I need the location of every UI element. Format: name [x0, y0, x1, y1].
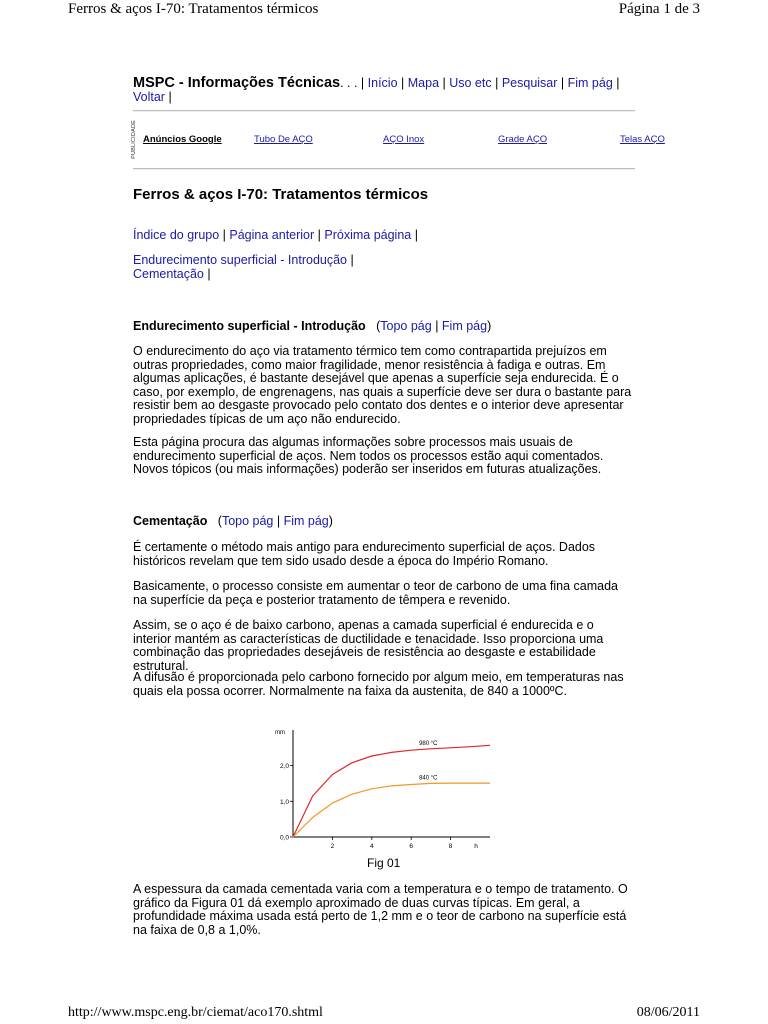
y-axis-label: mm [275, 730, 285, 736]
toc-endurecimento-link[interactable]: Endurecimento superficial - Introdução [133, 253, 348, 267]
nav-inicio-link[interactable]: Início [367, 76, 398, 90]
y-tick-label: 2,0 [279, 763, 289, 771]
x-tick-label: 2 [330, 843, 335, 850]
series-line-840 [293, 783, 490, 837]
section2-paragraph-3: Assim, se o aço é de baixo carbono, apenas a camada superficial é endurecida e o interior mantém as características de ductilidade e tenacidade. Isso proporciona uma combinação das propriedades desejáveis de resistência ao desgaste e estabilidade estrutural. [133, 618, 604, 673]
carburizing-depth-chart [268, 720, 500, 855]
section1-fim-link[interactable]: Fim pág [441, 319, 488, 333]
google-ads-label[interactable]: Anúncios Google [143, 134, 222, 145]
x-tick-label: 4 [369, 843, 374, 850]
page-title: Ferros & aços I-70: Tratamentos térmicos [133, 186, 429, 203]
divider-ads [133, 168, 635, 169]
publicidade-label: PUBLICIDADE [131, 120, 137, 159]
section2-paragraph-4: A difusão é proporcionada pelo carbono fornecido por algum meio, em temperaturas nas quais ela possa ocorrer. Normalmente na faixa da austenita, de 840 a 1000ºC. [133, 670, 624, 698]
section2-paragraph-1: É certamente o método mais antigo para endurecimento superficial de aços. Dados históricos revelam que tem sido usado desde a época do Império Romano. [133, 540, 596, 568]
nav-voltar-link[interactable]: Voltar [133, 90, 165, 104]
nav-pesquisar-link[interactable]: Pesquisar [501, 76, 558, 90]
toc: Endurecimento superficial - Introdução | Cementação | [133, 253, 354, 281]
section1-paragraph-2: Esta página procura das algumas informações sobre processos mais usuais de endurecimento superficial de aços. Nem todos os processos estão aqui comentados. Novos tópicos (ou mais informações) poderão ser inseridos em futuras atualizações. [133, 435, 604, 476]
indice-grupo-link[interactable]: Índice do grupo [133, 228, 220, 242]
x-tick-label: 8 [448, 843, 453, 850]
ad-link-telas[interactable]: Telas AÇO [620, 134, 665, 145]
section2-topo-link[interactable]: Topo pág [221, 514, 274, 528]
x-axis-label: h [474, 843, 478, 850]
ad-link-inox[interactable]: AÇO Inox [383, 134, 425, 145]
ads-bar [131, 118, 671, 162]
figure-caption: Fig 01 [367, 856, 401, 870]
y-tick-label: 0,0 [279, 834, 289, 842]
site-header: MSPC - Informações Técnicas. . . | Início | Mapa | Uso etc | Pesquisar | Fim pág | Voltar | [133, 75, 620, 104]
series-label: 840 °C [419, 775, 438, 782]
toc-cementacao-link[interactable]: Cementação [133, 266, 204, 281]
ad-link-tubo[interactable]: Tubo De AÇO [254, 134, 313, 145]
section2-paragraph-2: Basicamente, o processo consiste em aumentar o teor de carbono de uma fina camada na superfície da peça e posterior tratamento de têmpera e revenido. [133, 579, 618, 607]
print-footer-url: http://www.mspc.eng.br/ciemat/aco170.shtml [68, 1005, 323, 1020]
section1-paragraph-1: O endurecimento do aço via tratamento térmico tem como contrapartida prejuízos em outras propriedades, como maior fragilidade, menor resistência à fadiga e outras. Em algumas aplicações, é bastante desejável que apenas a superfície seja endurecida. É o caso, por exemplo, de engrenagens, nas quais a superfície deve ser dura o bastante para resistir bem ao desgaste provocado pelo contato dos dentes e o interior deve apresentar propriedades típicas de um aço não endurecido. [133, 344, 632, 426]
section2-title: Cementação [133, 514, 208, 528]
group-nav: Índice do grupo | Página anterior | Próxima página | [133, 228, 418, 242]
section2-paragraph-5: A espessura da camada cementada varia com a temperatura e o tempo de tratamento. O gráfico da Figura 01 dá exemplo aproximado de duas curvas típicas. Em geral, a profundidade máxima usada está perto de 1,2 mm e o teor de carbono na superfície está na faixa de 0,8 a 1,0%. [133, 882, 628, 937]
section2-fim-link[interactable]: Fim pág [283, 514, 329, 528]
nav-uso-link[interactable]: Uso etc [449, 76, 492, 90]
series-label: 980 °C [419, 740, 438, 747]
divider-top [133, 110, 635, 111]
print-header-title: Ferros & aços I-70: Tratamentos térmicos [68, 1, 319, 17]
x-tick-label: 6 [409, 843, 414, 850]
proxima-pagina-link[interactable]: Próxima página [324, 228, 412, 242]
pagina-anterior-link[interactable]: Página anterior [229, 228, 315, 242]
series-line-980 [293, 745, 490, 837]
site-dots: . . . | [340, 76, 368, 90]
y-tick-label: 1,0 [279, 798, 289, 806]
print-header-page: Página 1 de 3 [618, 1, 700, 17]
nav-fim-pag-link[interactable]: Fim pág [567, 76, 613, 90]
print-footer-date: 08/06/2011 [636, 1005, 700, 1020]
section1-topo-link[interactable]: Topo pág [380, 319, 432, 333]
section1-heading: Endurecimento superficial - Introdução (Topo pág | Fim pág) [133, 319, 492, 333]
ad-link-grade[interactable]: Grade AÇO [498, 134, 548, 145]
nav-mapa-link[interactable]: Mapa [407, 76, 440, 90]
site-name: MSPC - Informações Técnicas [133, 75, 341, 91]
section2-heading: Cementação (Topo pág | Fim pág) [133, 514, 333, 528]
section1-title: Endurecimento superficial - Introdução [133, 319, 366, 333]
